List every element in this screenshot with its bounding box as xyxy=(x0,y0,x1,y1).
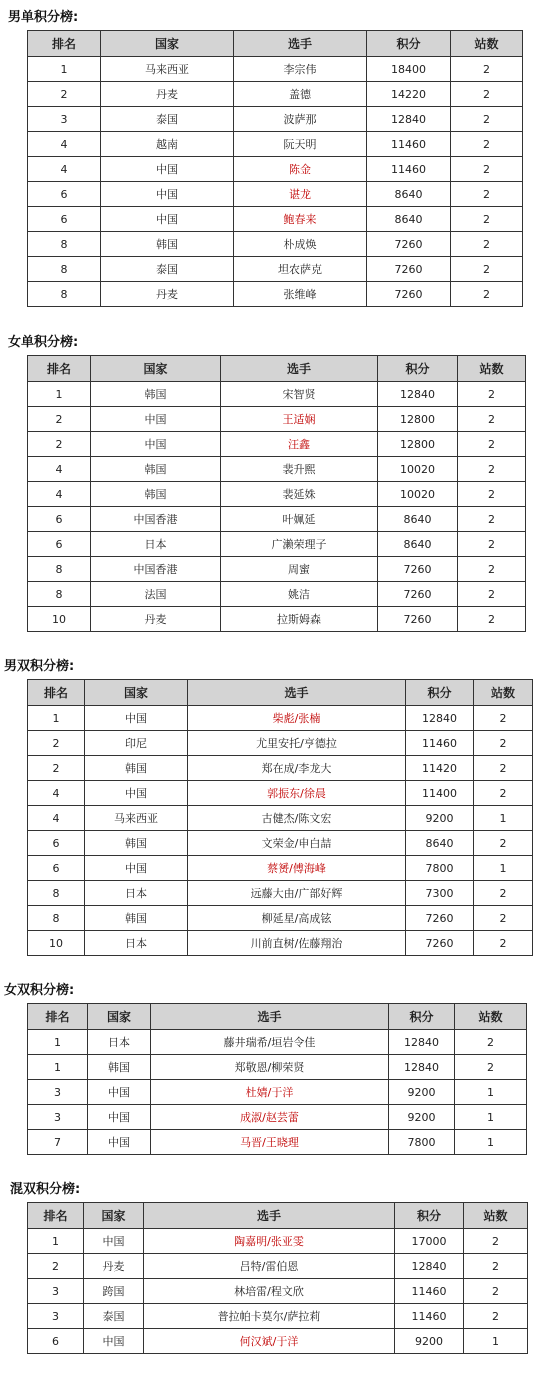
table-row xyxy=(28,482,526,507)
points-cell: 9200 xyxy=(389,1105,455,1130)
player-cell: 柴彪/张楠 xyxy=(188,706,406,731)
rank-cell: 6 xyxy=(28,856,85,881)
rank-cell: 2 xyxy=(28,756,85,781)
country-cell: 马来西亚 xyxy=(85,806,188,831)
column-header-stops: 站数 xyxy=(451,31,523,57)
rank-cell: 2 xyxy=(28,407,91,432)
table-row xyxy=(28,781,533,806)
column-header-rank: 排名 xyxy=(28,356,91,382)
player-cell: 蔡赟/傅海峰 xyxy=(188,856,406,881)
rank-cell: 1 xyxy=(28,1055,88,1080)
table-row xyxy=(28,906,533,931)
table-row xyxy=(28,107,523,132)
player-cell: 张维峰 xyxy=(234,282,367,307)
womens-doubles-table xyxy=(27,1003,527,1155)
table-row xyxy=(28,1254,528,1279)
table-header-row xyxy=(28,356,526,382)
points-cell: 8640 xyxy=(367,207,451,232)
stops-cell: 2 xyxy=(458,507,526,532)
stops-cell: 2 xyxy=(464,1254,528,1279)
table-row xyxy=(28,1304,528,1329)
column-header-rank: 排名 xyxy=(28,1004,88,1030)
rank-cell: 1 xyxy=(28,1030,88,1055)
column-header-rank: 排名 xyxy=(28,31,101,57)
table-row xyxy=(28,731,533,756)
rank-cell: 1 xyxy=(28,706,85,731)
stops-cell: 2 xyxy=(474,756,533,781)
points-cell: 9200 xyxy=(406,806,474,831)
country-cell: 法国 xyxy=(91,582,221,607)
player-cell: 裴延姝 xyxy=(221,482,378,507)
rank-cell: 6 xyxy=(28,507,91,532)
rank-cell: 2 xyxy=(28,82,101,107)
country-cell: 越南 xyxy=(101,132,234,157)
stops-cell: 1 xyxy=(455,1105,527,1130)
points-cell: 7800 xyxy=(389,1130,455,1155)
rank-cell: 4 xyxy=(28,781,85,806)
stops-cell: 2 xyxy=(455,1055,527,1080)
player-cell: 尤里安托/亨德拉 xyxy=(188,731,406,756)
points-cell: 11460 xyxy=(367,157,451,182)
stops-cell: 2 xyxy=(474,706,533,731)
rank-cell: 8 xyxy=(28,257,101,282)
country-cell: 中国 xyxy=(84,1329,144,1354)
country-cell: 韩国 xyxy=(85,831,188,856)
points-cell: 7300 xyxy=(406,881,474,906)
points-cell: 8640 xyxy=(367,182,451,207)
country-cell: 中国 xyxy=(101,157,234,182)
section-title: 女单积分榜: xyxy=(8,335,79,350)
column-header-country: 国家 xyxy=(101,31,234,57)
table-row xyxy=(28,881,533,906)
column-header-points: 积分 xyxy=(378,356,458,382)
table-row xyxy=(28,157,523,182)
player-cell: 陶嘉明/张亚雯 xyxy=(144,1229,395,1254)
rank-cell: 2 xyxy=(28,432,91,457)
points-cell: 10020 xyxy=(378,482,458,507)
rank-cell: 8 xyxy=(28,582,91,607)
table-row xyxy=(28,82,523,107)
table-row xyxy=(28,1229,528,1254)
stops-cell: 2 xyxy=(464,1279,528,1304)
player-cell: 杜婧/于洋 xyxy=(151,1080,389,1105)
stops-cell: 2 xyxy=(451,157,523,182)
stops-cell: 2 xyxy=(451,182,523,207)
points-cell: 7800 xyxy=(406,856,474,881)
table-row xyxy=(28,856,533,881)
rank-cell: 8 xyxy=(28,906,85,931)
stops-cell: 2 xyxy=(474,906,533,931)
stops-cell: 2 xyxy=(458,457,526,482)
womens-singles-table xyxy=(27,355,526,632)
stops-cell: 2 xyxy=(451,57,523,82)
rank-cell: 10 xyxy=(28,607,91,632)
rank-cell: 1 xyxy=(28,57,101,82)
country-cell: 中国 xyxy=(88,1080,151,1105)
player-cell: 盖德 xyxy=(234,82,367,107)
stops-cell: 2 xyxy=(464,1304,528,1329)
player-cell: 林培雷/程文欣 xyxy=(144,1279,395,1304)
player-cell: 宋智贤 xyxy=(221,382,378,407)
player-cell: 鲍春来 xyxy=(234,207,367,232)
rank-cell: 6 xyxy=(28,532,91,557)
rank-cell: 4 xyxy=(28,806,85,831)
country-cell: 泰国 xyxy=(101,257,234,282)
country-cell: 丹麦 xyxy=(101,282,234,307)
player-cell: 坦农萨克 xyxy=(234,257,367,282)
country-cell: 泰国 xyxy=(101,107,234,132)
country-cell: 中国 xyxy=(88,1105,151,1130)
table-header-row xyxy=(28,680,533,706)
column-header-stops: 站数 xyxy=(474,680,533,706)
points-cell: 11420 xyxy=(406,756,474,781)
country-cell: 丹麦 xyxy=(101,82,234,107)
points-cell: 11460 xyxy=(406,731,474,756)
table-row xyxy=(28,382,526,407)
table-row xyxy=(28,432,526,457)
points-cell: 7260 xyxy=(378,607,458,632)
player-cell: 郑在成/李龙大 xyxy=(188,756,406,781)
country-cell: 中国 xyxy=(84,1229,144,1254)
table-row xyxy=(28,232,523,257)
points-cell: 8640 xyxy=(378,532,458,557)
player-cell: 谌龙 xyxy=(234,182,367,207)
points-cell: 17000 xyxy=(395,1229,464,1254)
table-row xyxy=(28,257,523,282)
player-cell: 普拉帕卡莫尔/萨拉莉 xyxy=(144,1304,395,1329)
stops-cell: 2 xyxy=(455,1030,527,1055)
stops-cell: 2 xyxy=(451,232,523,257)
country-cell: 中国 xyxy=(101,182,234,207)
table-row xyxy=(28,407,526,432)
country-cell: 中国 xyxy=(85,781,188,806)
points-cell: 12800 xyxy=(378,407,458,432)
column-header-player: 选手 xyxy=(188,680,406,706)
mens-doubles-table xyxy=(27,679,533,956)
stops-cell: 2 xyxy=(458,557,526,582)
player-cell: 陈金 xyxy=(234,157,367,182)
rank-cell: 6 xyxy=(28,207,101,232)
player-cell: 拉斯姆森 xyxy=(221,607,378,632)
stops-cell: 2 xyxy=(458,482,526,507)
country-cell: 印尼 xyxy=(85,731,188,756)
table-row xyxy=(28,1130,527,1155)
column-header-player: 选手 xyxy=(221,356,378,382)
player-cell: 郑敬恩/柳荣贤 xyxy=(151,1055,389,1080)
table-row xyxy=(28,607,526,632)
rank-cell: 3 xyxy=(28,1279,84,1304)
rank-cell: 8 xyxy=(28,557,91,582)
section-title: 男双积分榜: xyxy=(4,659,75,674)
points-cell: 7260 xyxy=(406,931,474,956)
table-row xyxy=(28,282,523,307)
country-cell: 韩国 xyxy=(91,457,221,482)
player-cell: 文荣金/申白喆 xyxy=(188,831,406,856)
stops-cell: 1 xyxy=(474,806,533,831)
points-cell: 10020 xyxy=(378,457,458,482)
table-row xyxy=(28,1329,528,1354)
points-cell: 12840 xyxy=(395,1254,464,1279)
rank-cell: 4 xyxy=(28,457,91,482)
stops-cell: 2 xyxy=(474,881,533,906)
column-header-stops: 站数 xyxy=(458,356,526,382)
country-cell: 跨国 xyxy=(84,1279,144,1304)
stops-cell: 2 xyxy=(458,432,526,457)
country-cell: 日本 xyxy=(85,881,188,906)
country-cell: 丹麦 xyxy=(91,607,221,632)
player-cell: 姚洁 xyxy=(221,582,378,607)
column-header-country: 国家 xyxy=(85,680,188,706)
rank-cell: 6 xyxy=(28,182,101,207)
column-header-player: 选手 xyxy=(234,31,367,57)
stops-cell: 2 xyxy=(474,781,533,806)
points-cell: 12800 xyxy=(378,432,458,457)
column-header-rank: 排名 xyxy=(28,1203,84,1229)
stops-cell: 2 xyxy=(474,731,533,756)
table-row xyxy=(28,831,533,856)
player-cell: 裴升熙 xyxy=(221,457,378,482)
column-header-country: 国家 xyxy=(91,356,221,382)
player-cell: 汪鑫 xyxy=(221,432,378,457)
points-cell: 9200 xyxy=(389,1080,455,1105)
player-cell: 广濑荣理子 xyxy=(221,532,378,557)
country-cell: 韩国 xyxy=(88,1055,151,1080)
table-row xyxy=(28,1030,527,1055)
table-row xyxy=(28,207,523,232)
player-cell: 古健杰/陈文宏 xyxy=(188,806,406,831)
table-row xyxy=(28,457,526,482)
player-cell: 吕特/雷伯恩 xyxy=(144,1254,395,1279)
country-cell: 马来西亚 xyxy=(101,57,234,82)
column-header-points: 积分 xyxy=(406,680,474,706)
player-cell: 王适娴 xyxy=(221,407,378,432)
table-row xyxy=(28,931,533,956)
country-cell: 中国 xyxy=(85,856,188,881)
table-row xyxy=(28,1279,528,1304)
player-cell: 川前直树/佐藤翔治 xyxy=(188,931,406,956)
table-row xyxy=(28,706,533,731)
stops-cell: 2 xyxy=(451,132,523,157)
stops-cell: 1 xyxy=(474,856,533,881)
stops-cell: 2 xyxy=(451,207,523,232)
points-cell: 11460 xyxy=(395,1304,464,1329)
points-cell: 11460 xyxy=(367,132,451,157)
player-cell: 阮天明 xyxy=(234,132,367,157)
player-cell: 波萨那 xyxy=(234,107,367,132)
table-row xyxy=(28,182,523,207)
rank-cell: 8 xyxy=(28,282,101,307)
stops-cell: 2 xyxy=(458,582,526,607)
rank-cell: 1 xyxy=(28,382,91,407)
country-cell: 中国 xyxy=(91,407,221,432)
column-header-country: 国家 xyxy=(88,1004,151,1030)
stops-cell: 1 xyxy=(455,1130,527,1155)
country-cell: 日本 xyxy=(85,931,188,956)
points-cell: 7260 xyxy=(367,232,451,257)
rank-cell: 1 xyxy=(28,1229,84,1254)
rank-cell: 3 xyxy=(28,1304,84,1329)
table-row xyxy=(28,557,526,582)
table-header-row xyxy=(28,1203,528,1229)
player-cell: 远藤大由/广部好辉 xyxy=(188,881,406,906)
points-cell: 12840 xyxy=(367,107,451,132)
rank-cell: 6 xyxy=(28,831,85,856)
column-header-points: 积分 xyxy=(389,1004,455,1030)
player-cell: 何汉斌/于洋 xyxy=(144,1329,395,1354)
points-cell: 12840 xyxy=(389,1030,455,1055)
points-cell: 7260 xyxy=(406,906,474,931)
points-cell: 14220 xyxy=(367,82,451,107)
country-cell: 日本 xyxy=(91,532,221,557)
column-header-points: 积分 xyxy=(367,31,451,57)
country-cell: 韩国 xyxy=(91,382,221,407)
column-header-player: 选手 xyxy=(151,1004,389,1030)
column-header-stops: 站数 xyxy=(455,1004,527,1030)
points-cell: 7260 xyxy=(378,557,458,582)
country-cell: 中国 xyxy=(101,207,234,232)
table-row xyxy=(28,1105,527,1130)
points-cell: 11400 xyxy=(406,781,474,806)
country-cell: 韩国 xyxy=(85,906,188,931)
section-title: 混双积分榜: xyxy=(10,1182,81,1197)
country-cell: 中国 xyxy=(88,1130,151,1155)
points-cell: 7260 xyxy=(378,582,458,607)
player-cell: 成淑/赵芸蕾 xyxy=(151,1105,389,1130)
column-header-player: 选手 xyxy=(144,1203,395,1229)
column-header-stops: 站数 xyxy=(464,1203,528,1229)
points-cell: 8640 xyxy=(406,831,474,856)
country-cell: 韩国 xyxy=(85,756,188,781)
player-cell: 周蜜 xyxy=(221,557,378,582)
player-cell: 马晋/王晓理 xyxy=(151,1130,389,1155)
table-row xyxy=(28,756,533,781)
column-header-country: 国家 xyxy=(84,1203,144,1229)
country-cell: 韩国 xyxy=(101,232,234,257)
table-header-row xyxy=(28,31,523,57)
stops-cell: 2 xyxy=(458,407,526,432)
section-title: 男单积分榜: xyxy=(8,10,79,25)
stops-cell: 1 xyxy=(455,1080,527,1105)
rank-cell: 3 xyxy=(28,1080,88,1105)
stops-cell: 2 xyxy=(474,831,533,856)
table-row xyxy=(28,806,533,831)
stops-cell: 2 xyxy=(451,282,523,307)
rank-cell: 8 xyxy=(28,232,101,257)
points-cell: 18400 xyxy=(367,57,451,82)
table-row xyxy=(28,532,526,557)
rank-cell: 8 xyxy=(28,881,85,906)
rank-cell: 4 xyxy=(28,482,91,507)
stops-cell: 2 xyxy=(458,382,526,407)
table-row xyxy=(28,582,526,607)
country-cell: 中国 xyxy=(91,432,221,457)
country-cell: 泰国 xyxy=(84,1304,144,1329)
rank-cell: 3 xyxy=(28,1105,88,1130)
stops-cell: 2 xyxy=(451,257,523,282)
rank-cell: 3 xyxy=(28,107,101,132)
rank-cell: 6 xyxy=(28,1329,84,1354)
table-row xyxy=(28,57,523,82)
rank-cell: 2 xyxy=(28,731,85,756)
player-cell: 李宗伟 xyxy=(234,57,367,82)
table-header-row xyxy=(28,1004,527,1030)
stops-cell: 2 xyxy=(451,82,523,107)
stops-cell: 2 xyxy=(458,532,526,557)
player-cell: 朴成焕 xyxy=(234,232,367,257)
player-cell: 郭振东/徐晨 xyxy=(188,781,406,806)
mixed-doubles-table xyxy=(27,1202,528,1354)
points-cell: 12840 xyxy=(378,382,458,407)
mens-singles-table xyxy=(27,30,523,307)
points-cell: 9200 xyxy=(395,1329,464,1354)
country-cell: 中国 xyxy=(85,706,188,731)
column-header-rank: 排名 xyxy=(28,680,85,706)
column-header-points: 积分 xyxy=(395,1203,464,1229)
rank-cell: 10 xyxy=(28,931,85,956)
stops-cell: 2 xyxy=(474,931,533,956)
stops-cell: 1 xyxy=(464,1329,528,1354)
points-cell: 7260 xyxy=(367,282,451,307)
table-row xyxy=(28,1055,527,1080)
player-cell: 叶姵延 xyxy=(221,507,378,532)
country-cell: 中国香港 xyxy=(91,557,221,582)
points-cell: 11460 xyxy=(395,1279,464,1304)
country-cell: 中国香港 xyxy=(91,507,221,532)
section-title: 女双积分榜: xyxy=(4,983,75,998)
stops-cell: 2 xyxy=(464,1229,528,1254)
rank-cell: 7 xyxy=(28,1130,88,1155)
table-row xyxy=(28,132,523,157)
table-row xyxy=(28,507,526,532)
country-cell: 韩国 xyxy=(91,482,221,507)
player-cell: 柳延星/高成铉 xyxy=(188,906,406,931)
country-cell: 丹麦 xyxy=(84,1254,144,1279)
points-cell: 12840 xyxy=(389,1055,455,1080)
player-cell: 藤井瑞希/垣岩令佳 xyxy=(151,1030,389,1055)
rank-cell: 2 xyxy=(28,1254,84,1279)
country-cell: 日本 xyxy=(88,1030,151,1055)
points-cell: 12840 xyxy=(406,706,474,731)
table-row xyxy=(28,1080,527,1105)
points-cell: 8640 xyxy=(378,507,458,532)
points-cell: 7260 xyxy=(367,257,451,282)
rank-cell: 4 xyxy=(28,157,101,182)
rank-cell: 4 xyxy=(28,132,101,157)
stops-cell: 2 xyxy=(451,107,523,132)
stops-cell: 2 xyxy=(458,607,526,632)
